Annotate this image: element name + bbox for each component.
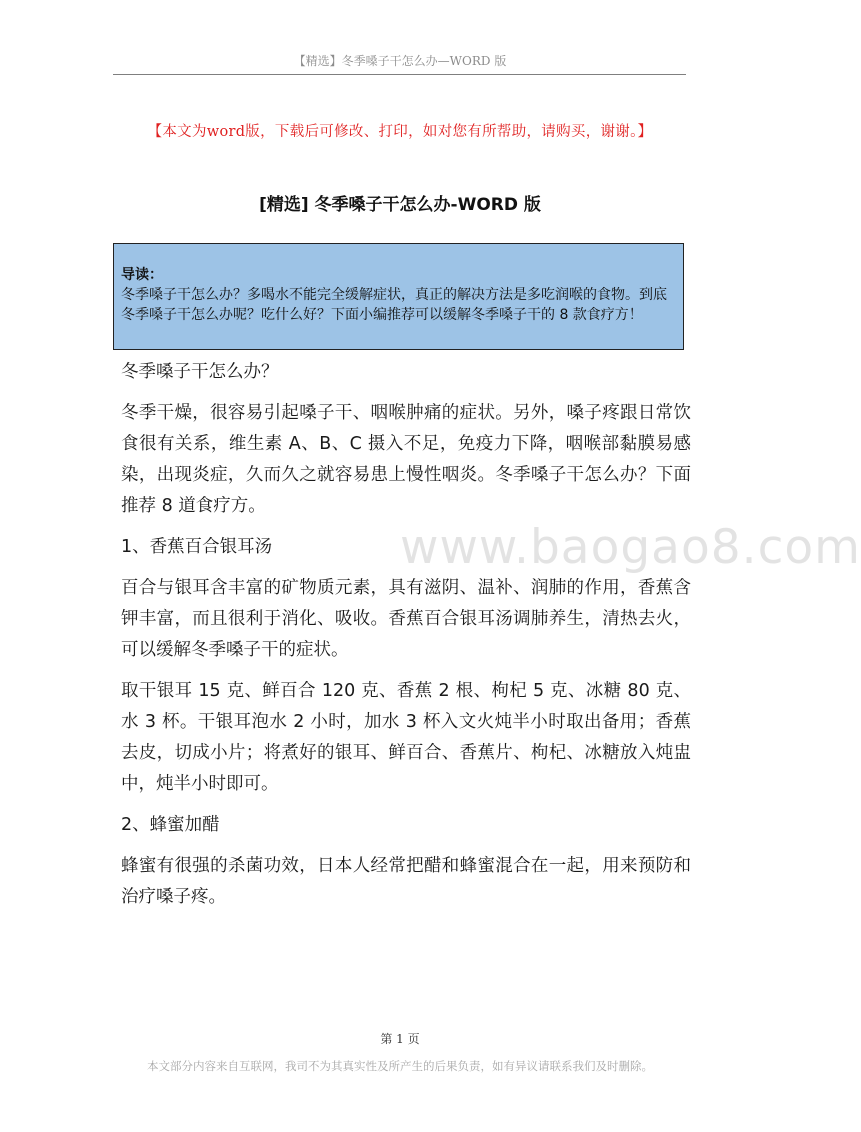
intro-box [113, 243, 684, 350]
section-question: 冬季嗓子干怎么办？ [121, 362, 279, 382]
recipe-heading: 2、蜂蜜加醋 [121, 815, 220, 836]
intro-label: 导读： [121, 267, 163, 283]
page-header: 【精选】冬季嗓子干怎么办—WORD 版 [293, 54, 507, 68]
document-title: [精选] 冬季嗓子干怎么办-WORD 版 [259, 195, 541, 215]
header-divider [113, 74, 686, 75]
document-body [121, 357, 691, 923]
paragraph: 取干银耳 15 克、鲜百合 120 克、香蕉 2 根、枸杞 5 克、冰糖 80 克、水 3 杯。干银耳泡水 2 小时，加水 3 杯入文火炖半小时取出备用；香蕉去皮，切成小片；将煮好的银耳、鲜百合、香蕉片、枸杞、冰糖放入炖盅中，炖半小时即可。 [121, 680, 691, 795]
paragraph: 冬季干燥，很容易引起嗓子干、咽喉肿痛的症状。另外，嗓子疼跟日常饮食很有关系，维生素 A、B、C 摄入不足，免疫力下降，咽喉部黏膜易感染，出现炎症，久而久之就容易患上慢性咽炎。冬季嗓子干怎么办？下面推荐 8 道食疗方。 [121, 402, 691, 517]
intro-text: 冬季嗓子干怎么办？多喝水不能完全缓解症状，真正的解决方法是多吃润喉的食物。到底冬季嗓子干怎么办呢？吃什么好？下面小编推荐可以缓解冬季嗓子干的 8 款食疗方！ [121, 287, 667, 323]
page-number: 第 1 页 [380, 1032, 420, 1046]
paragraph: 蜂蜜有很强的杀菌功效，日本人经常把醋和蜂蜜混合在一起，用来预防和治疗嗓子疼。 [121, 855, 691, 908]
purchase-notice: 【本文为word版，下载后可修改、打印，如对您有所帮助，请购买，谢谢。】 [147, 124, 653, 140]
footer-disclaimer: 本文部分内容来自互联网，我司不为其真实性及所产生的后果负责，如有异议请联系我们及时删除。 [147, 1059, 653, 1073]
paragraph: 百合与银耳含丰富的矿物质元素，具有滋阴、温补、润肺的作用，香蕉含钾丰富，而且很利于消化、吸收。香蕉百合银耳汤调肺养生，清热去火，可以缓解冬季嗓子干的症状。 [121, 577, 691, 661]
watermark: www.baogao8.com [400, 520, 861, 575]
recipe-heading: 1、香蕉百合银耳汤 [121, 537, 273, 558]
